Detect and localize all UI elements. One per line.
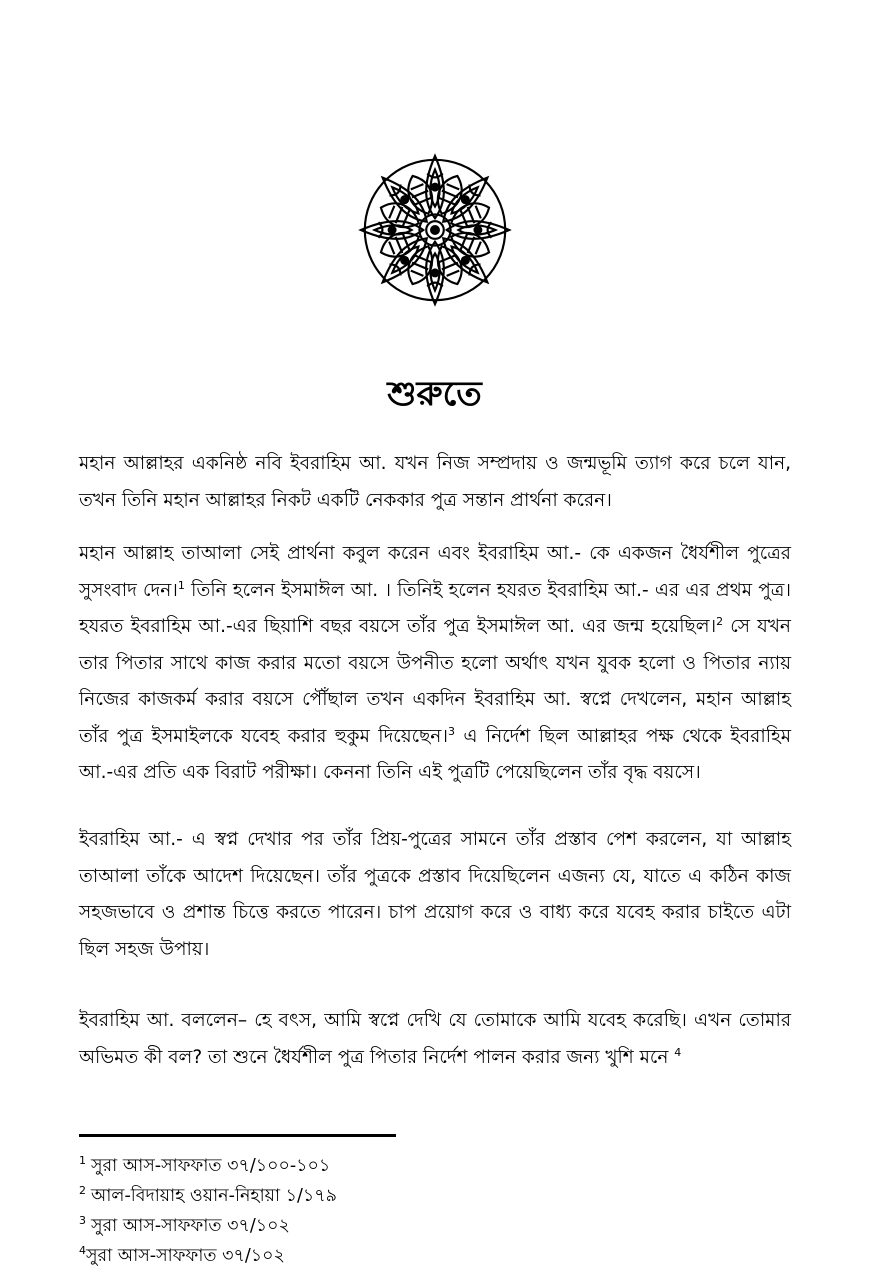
footnote-text: সুরা আস-সাফফাত ৩৭/১০২ [86,1246,285,1266]
mandala-ornament-icon [357,152,513,308]
paragraph-4 [79,1003,791,1076]
footnote-text: সুরা আস-সাফফাত ৩৭/১০০-১০১ [91,1156,331,1176]
paragraph-2-sentence-2: তিনি হলেন ইসমাঈল আ. । তিনিই হলেন হযরত ইবরাহিম আ.- এর এর প্রথম পুত্র। হযরত ইবরাহিম আ.-এর ছিয়াশি বছর বয়সে তাঁর পুত্র ইসমাঈল আ. এর জন্ম হয়েছিল। [79,579,791,637]
footnote-number: 4 [79,1244,86,1258]
footnote-ref-3[interactable]: 3 [447,724,455,738]
chapter-title: শুরুতে [387,374,482,414]
footnote-4 [79,1241,579,1271]
paragraph-2 [79,536,791,792]
footnote-1 [79,1151,579,1181]
footnote-divider [79,1134,396,1137]
paragraph-1: মহান আল্লাহর একনিষ্ঠ নবি ইবরাহিম আ. যখন নিজ সম্প্রদায় ও জন্মভূমি ত্যাগ করে চলে যান, তখন তিনি মহান আল্লাহর নিকট একটি নেককার পুত্র সন্তান প্রার্থনা করেন। [79,453,791,511]
footnote-2 [79,1181,579,1211]
footnote-ref-2[interactable]: 2 [716,614,724,628]
paragraph-4-text: ইবরাহিম আ. বললেন– হে বৎস, আমি স্বপ্নে দেখি যে তোমাকে আমি যবেহ করেছি। এখন তোমার অভিমত কী বল? তা শুনে ধৈর্যশীল পুত্র পিতার নির্দেশ পালন করার জন্য খুশি মনে [79,1010,791,1068]
footnote-text: আল-বিদায়াহ ওয়ান-নিহায়া ১/১৭৯ [91,1186,337,1206]
footnote-text: সুরা আস-সাফফাত ৩৭/১০২ [91,1216,290,1236]
footnotes [79,1151,579,1271]
footnote-3 [79,1211,579,1241]
footnote-number: 1 [79,1154,86,1168]
footnote-ref-1[interactable]: 1 [177,578,185,592]
footnote-number: 2 [79,1184,86,1198]
paragraph-3: ইবরাহিম আ.- এ স্বপ্ন দেখার পর তাঁর প্রিয়-পুত্রের সামনে তাঁর প্রস্তাব পেশ করলেন, যা আল্লাহ তাআলা তাঁকে আদেশ দিয়েছেন। তাঁর পুত্রকে প্রস্তাব দিয়েছিলেন এজন্য যে, যাতে এ কঠিন কাজ সহজভাবে ও প্রশান্ত চিত্তে করতে পারেন। চাপ প্রয়োগ করে ও বাধ্য করে যবেহ করার চাইতে এটা ছিল সহজ উপায়। [79,829,791,960]
paragraph-2-sentence-1: মহান আল্লাহ তাআলা সেই প্রার্থনা কবুল করেন এবং ইবরাহিম আ.- কে একজন ধৈর্যশীল পুত্রের সুসংবাদ দেন। [79,543,791,601]
paragraph-2-sentence-4: এ নির্দেশ ছিল আল্লাহর পক্ষ থেকে ইবরাহিম আ.-এর প্রতি এক বিরাট পরীক্ষা। কেননা তিনি এই পুত্রটি পেয়েছিলেন তাঁর বৃদ্ধ বয়সে। [79,725,791,783]
footnote-number: 3 [79,1214,86,1228]
paragraph-2-sentence-3: সে যখন তার পিতার সাথে কাজ করার মতো বয়সে উপনীত হলো অর্থাৎ যখন যুবক হলো ও পিতার ন্যায় নিজের কাজকর্ম করার বয়সে পৌঁছাল তখন একদিন ইবরাহিম আ. স্বপ্নে দেখলেন, মহান আল্লাহ তাঁর পুত্র ইসমাইলকে যবেহ করার হুকুম দিয়েছেন। [79,616,791,747]
footnote-ref-4[interactable]: 4 [674,1045,682,1059]
